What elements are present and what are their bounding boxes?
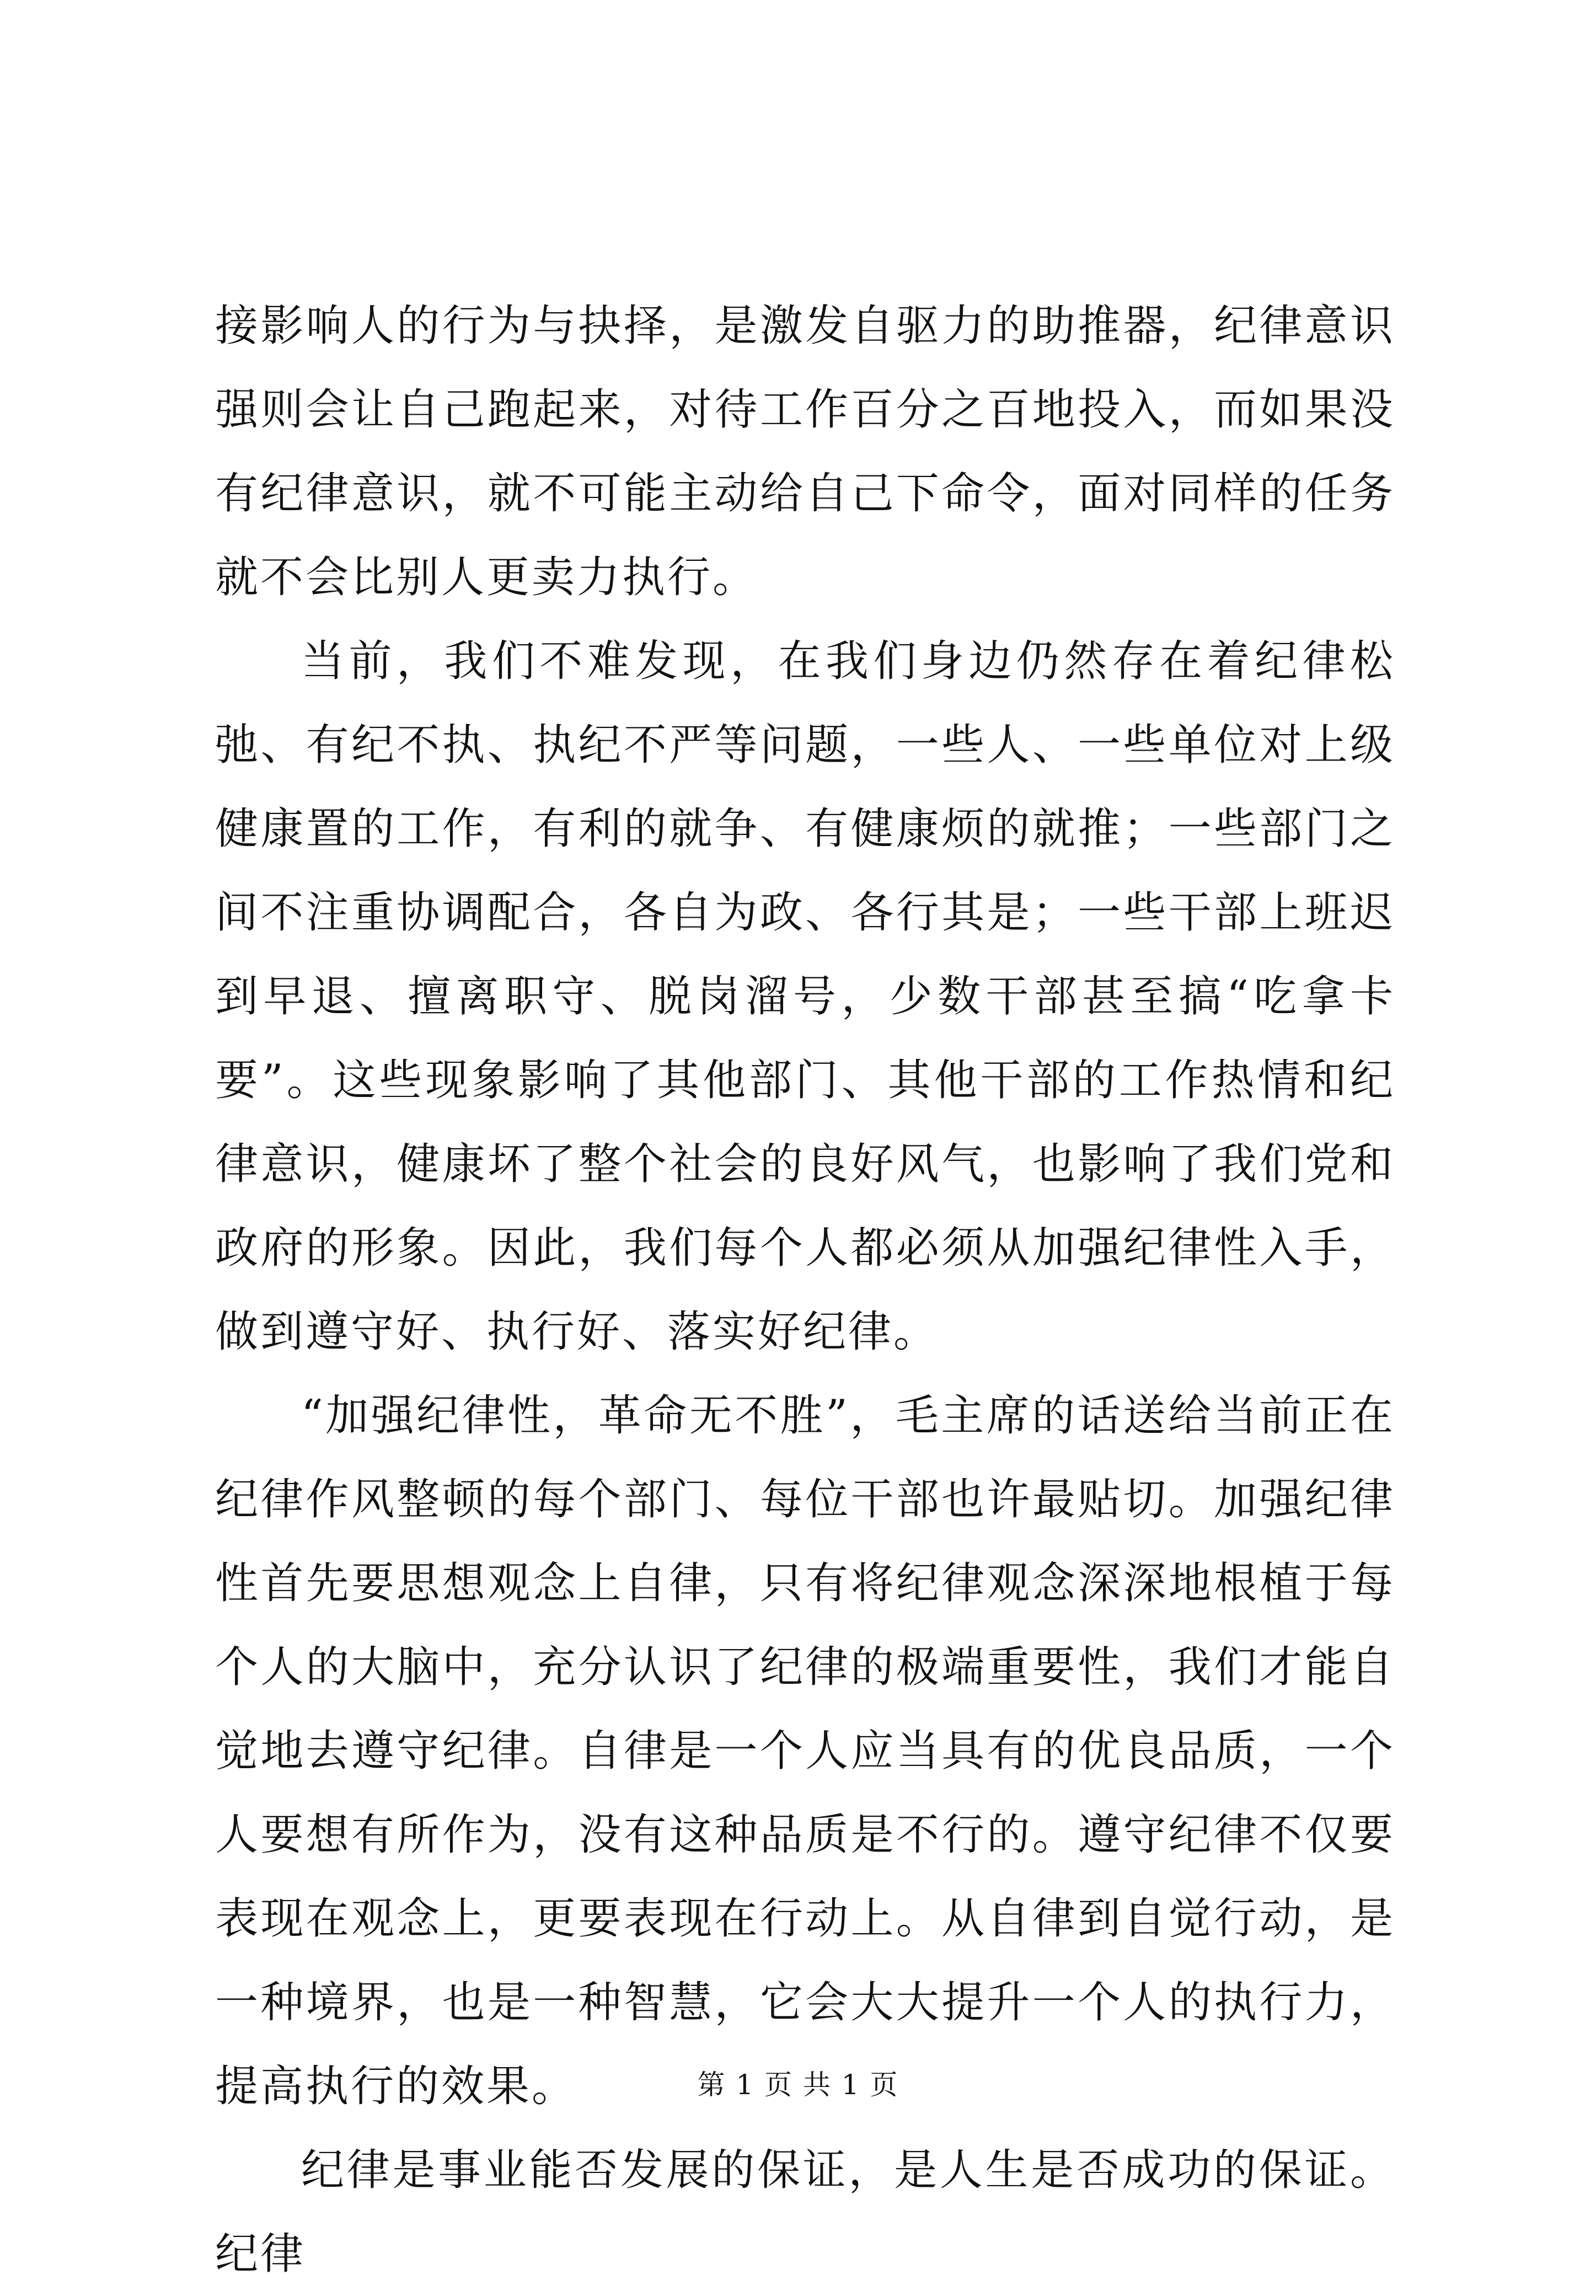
paragraph-continuation: 接影响人的行为与抉择，是激发自驱力的助推器，纪律意识强则会让自己跑起来，对待工作百分之百地投入，而如果没有纪律意识，就不可能主动给自己下命令，面对同样的任务就不会比别人更卖力执行。 — [215, 301, 1395, 602]
paragraph-discipline-guarantee: 纪律是事业能否发展的保证，是人生是否成功的保证。纪律 — [215, 2145, 1395, 2279]
paragraph-discipline-quote: “加强纪律性，革命无不胜”，毛主席的话送给当前正在纪律作风整顿的每个部门、每位干部也许最贴切。加强纪律性首先要思想观念上自律，只有将纪律观念深深地根植于每个人的大脑中，充分认识了纪律的极端重要性，我们才能自觉地去遵守纪律。自律是一个人应当具有的优良品质，一个人要想有所作为，没有这种品质是不行的。遵守纪律不仅要表现在观念上，更要表现在行动上。从自律到自觉行动，是一种境界，也是一种智慧，它会大大提升一个人的执行力，提高执行的效果。 — [215, 1391, 1395, 2111]
paragraph-current-issues: 当前，我们不难发现，在我们身边仍然存在着纪律松弛、有纪不执、执纪不严等问题，一些人、一些单位对上级健康置的工作，有利的就争、有健康烦的就推；一些部门之间不注重协调配合，各自为政、各行其是；一些干部上班迟到早退、擅离职守、脱岗溜号，少数干部甚至搞“吃拿卡要”。这些现象影响了其他部门、其他干部的工作热情和纪律意识，健康坏了整个社会的良好风气，也影响了我们党和政府的形象。因此，我们每个人都必须从加强纪律性入手，做到遵守好、执行好、落实好纪律。 — [215, 636, 1395, 1357]
page-footer: 第 1 页 共 1 页 — [697, 2069, 899, 2101]
document-body — [215, 284, 1395, 2296]
